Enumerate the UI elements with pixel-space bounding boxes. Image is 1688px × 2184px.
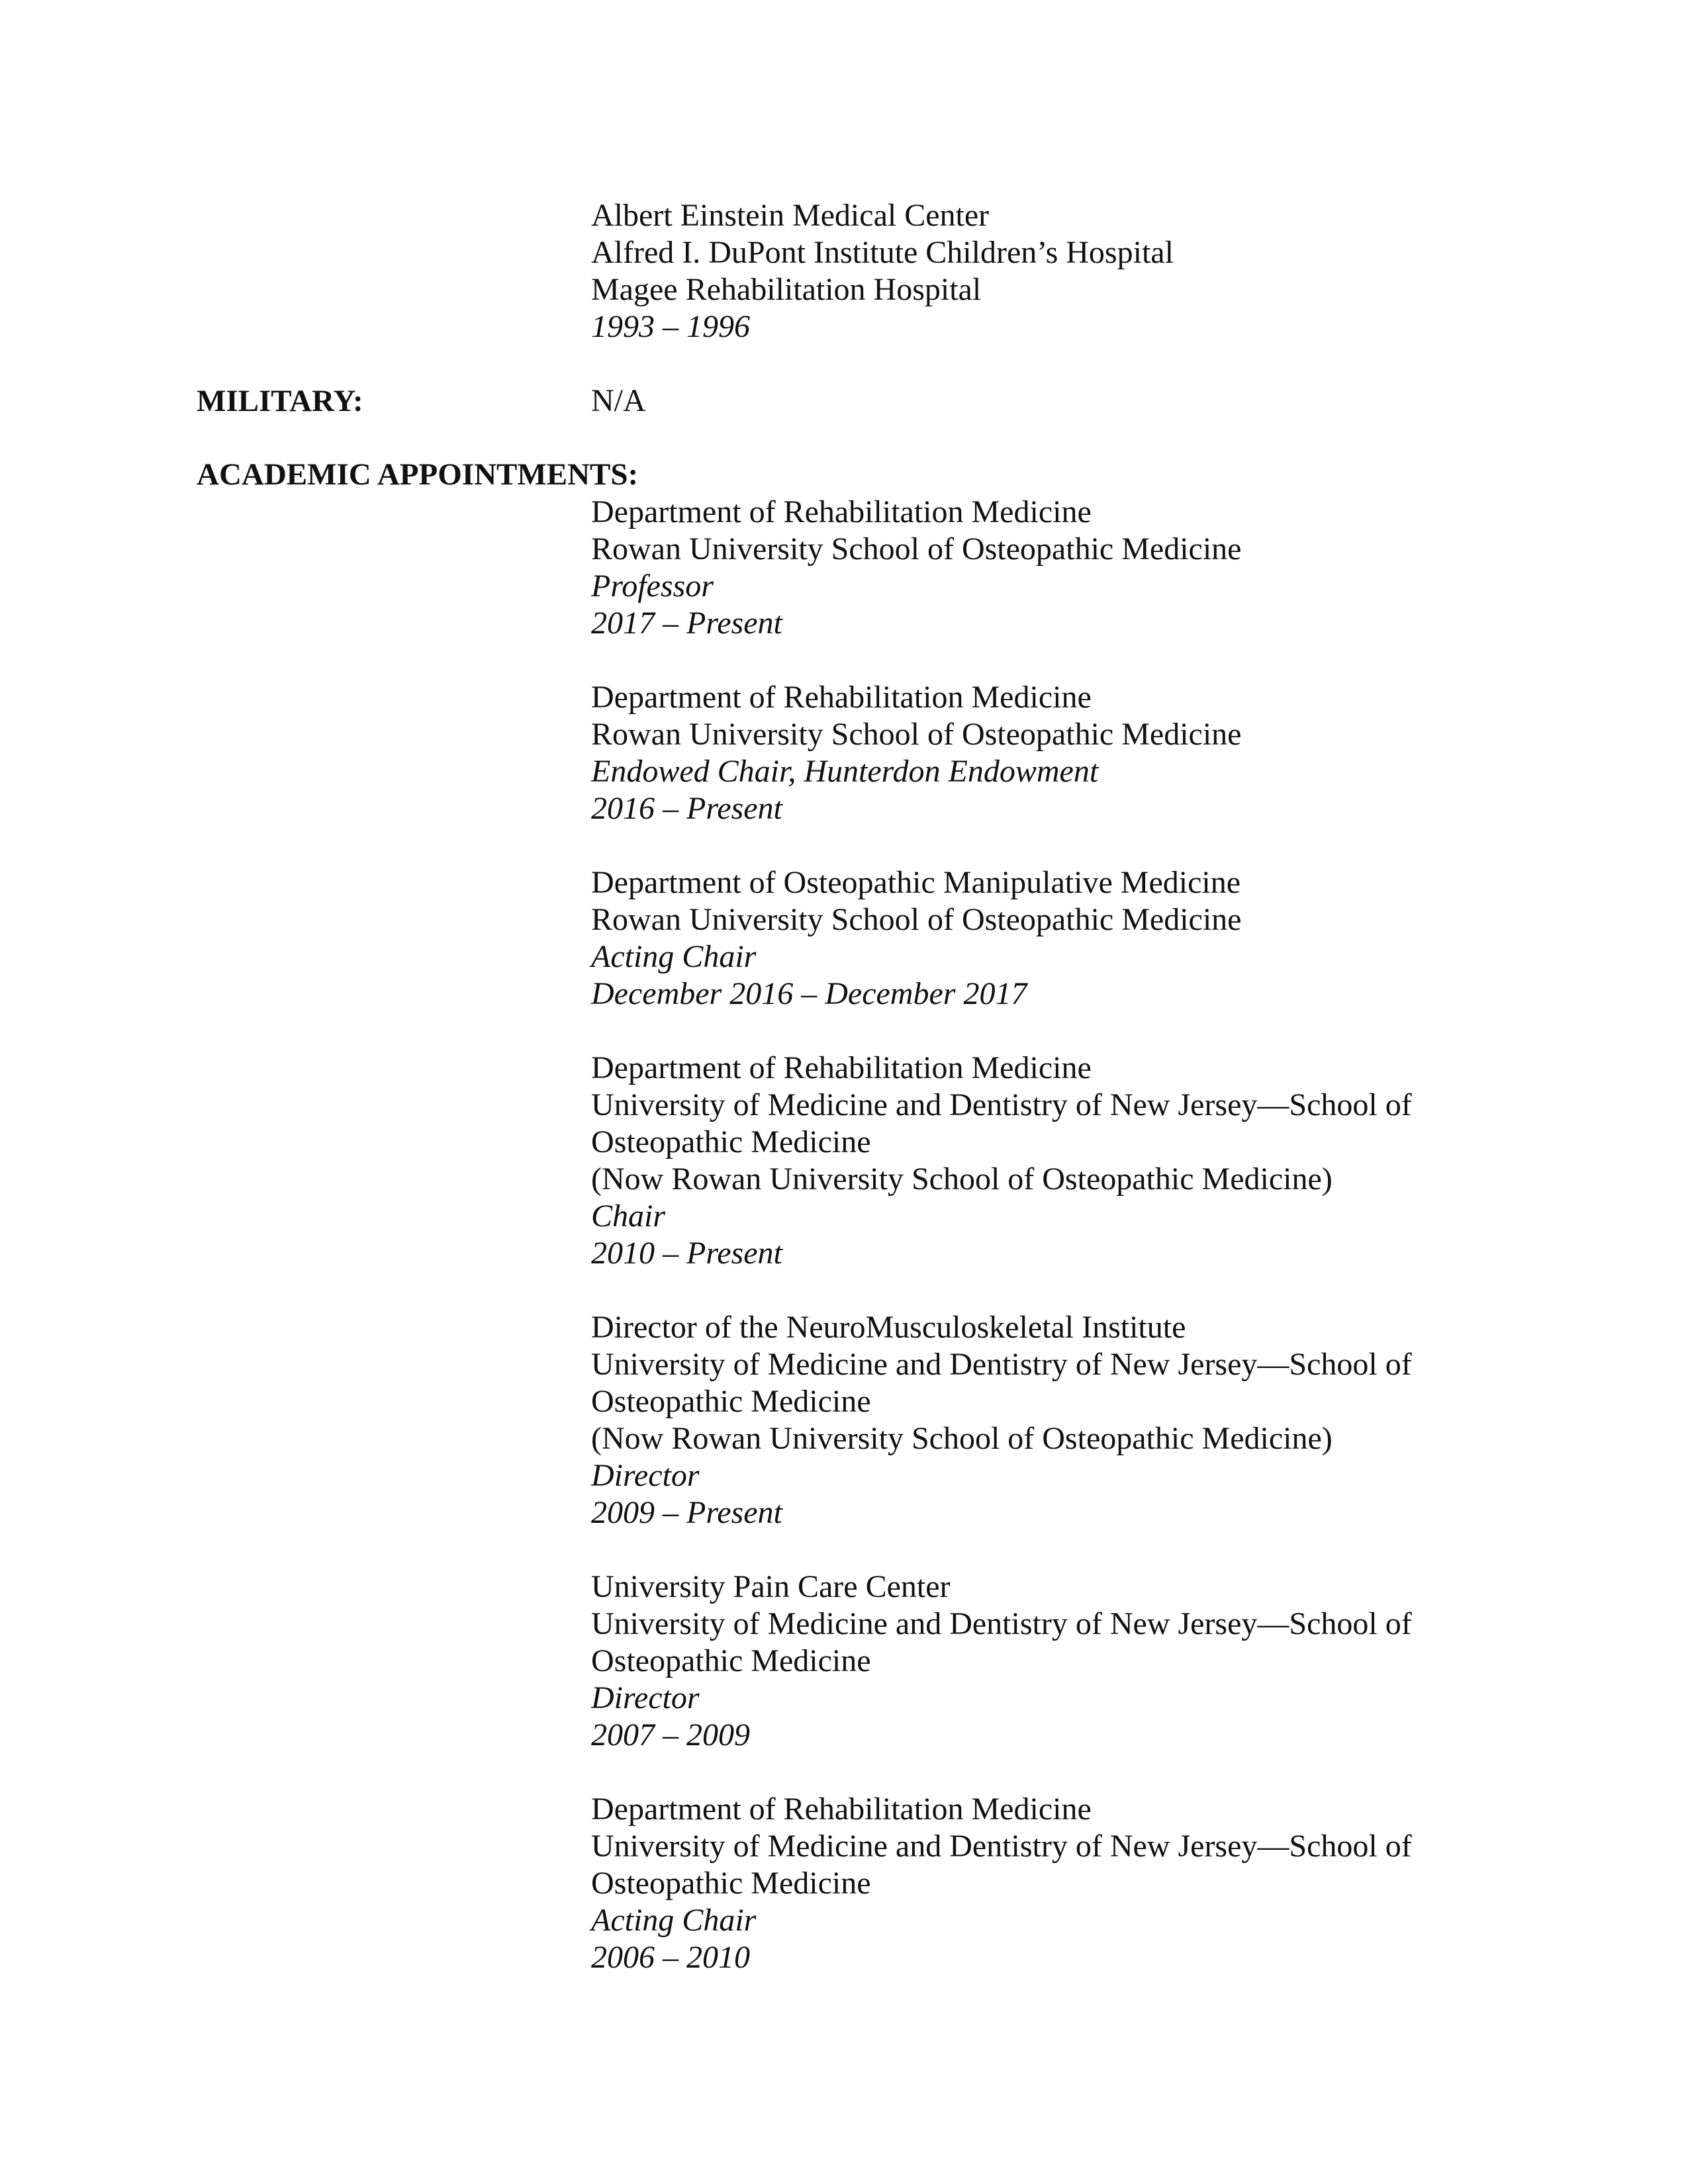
- training-institution-line: Alfred I. DuPont Institute Children’s Hospital: [591, 235, 1174, 270]
- appointment-line: Department of Osteopathic Manipulative Medicine: [591, 865, 1241, 900]
- appointment-line: (Now Rowan University School of Osteopathic Medicine): [591, 1421, 1333, 1456]
- appointment-line: University of Medicine and Dentistry of New Jersey—School of: [591, 1606, 1412, 1641]
- training-institution-line: Albert Einstein Medical Center: [591, 198, 990, 233]
- appointment-title: Acting Chair: [591, 1903, 757, 1938]
- appointment-dates: 2006 – 2010: [591, 1940, 750, 1975]
- training-dates: 1993 – 1996: [591, 309, 750, 344]
- appointment-line: Rowan University School of Osteopathic Medicine: [591, 902, 1242, 937]
- appointment-line: Director of the NeuroMusculoskeletal Institute: [591, 1310, 1186, 1345]
- appointment-title: Professor: [591, 569, 714, 604]
- appointment-line: Osteopathic Medicine: [591, 1384, 871, 1419]
- appointment-line: Osteopathic Medicine: [591, 1124, 871, 1160]
- appointment-dates: 2016 – Present: [591, 791, 782, 826]
- appointment-title: Director: [591, 1680, 700, 1715]
- appointment-line: Department of Rehabilitation Medicine: [591, 1792, 1092, 1827]
- appointment-title: Acting Chair: [591, 939, 757, 974]
- appointment-line: Department of Rehabilitation Medicine: [591, 1050, 1092, 1085]
- appointment-title: Chair: [591, 1199, 666, 1234]
- appointment-line: Osteopathic Medicine: [591, 1866, 871, 1901]
- military-value: N/A: [591, 383, 646, 418]
- appointment-line: University of Medicine and Dentistry of New Jersey—School of: [591, 1829, 1412, 1864]
- appointment-line: University of Medicine and Dentistry of New Jersey—School of: [591, 1347, 1412, 1382]
- appointment-line: Rowan University School of Osteopathic Medicine: [591, 531, 1242, 567]
- appointment-line: Department of Rehabilitation Medicine: [591, 680, 1092, 715]
- appointment-line: University of Medicine and Dentistry of New Jersey—School of: [591, 1087, 1412, 1122]
- appointment-dates: 2007 – 2009: [591, 1717, 750, 1752]
- military-label: MILITARY:: [197, 384, 363, 418]
- appointment-line: Rowan University School of Osteopathic Medicine: [591, 717, 1242, 752]
- appointment-dates: December 2016 – December 2017: [591, 976, 1027, 1011]
- appointment-title: Endowed Chair, Hunterdon Endowment: [591, 754, 1099, 789]
- appointment-line: Osteopathic Medicine: [591, 1643, 871, 1678]
- appointment-line: University Pain Care Center: [591, 1569, 951, 1604]
- training-institution-line: Magee Rehabilitation Hospital: [591, 272, 982, 307]
- appointment-line: (Now Rowan University School of Osteopathic Medicine): [591, 1161, 1333, 1197]
- appointment-dates: 2017 – Present: [591, 606, 782, 641]
- appointment-line: Department of Rehabilitation Medicine: [591, 494, 1092, 529]
- academic-appointments-label: ACADEMIC APPOINTMENTS:: [197, 457, 639, 492]
- appointment-dates: 2010 – Present: [591, 1236, 782, 1271]
- appointment-title: Director: [591, 1458, 700, 1493]
- appointment-dates: 2009 – Present: [591, 1495, 782, 1530]
